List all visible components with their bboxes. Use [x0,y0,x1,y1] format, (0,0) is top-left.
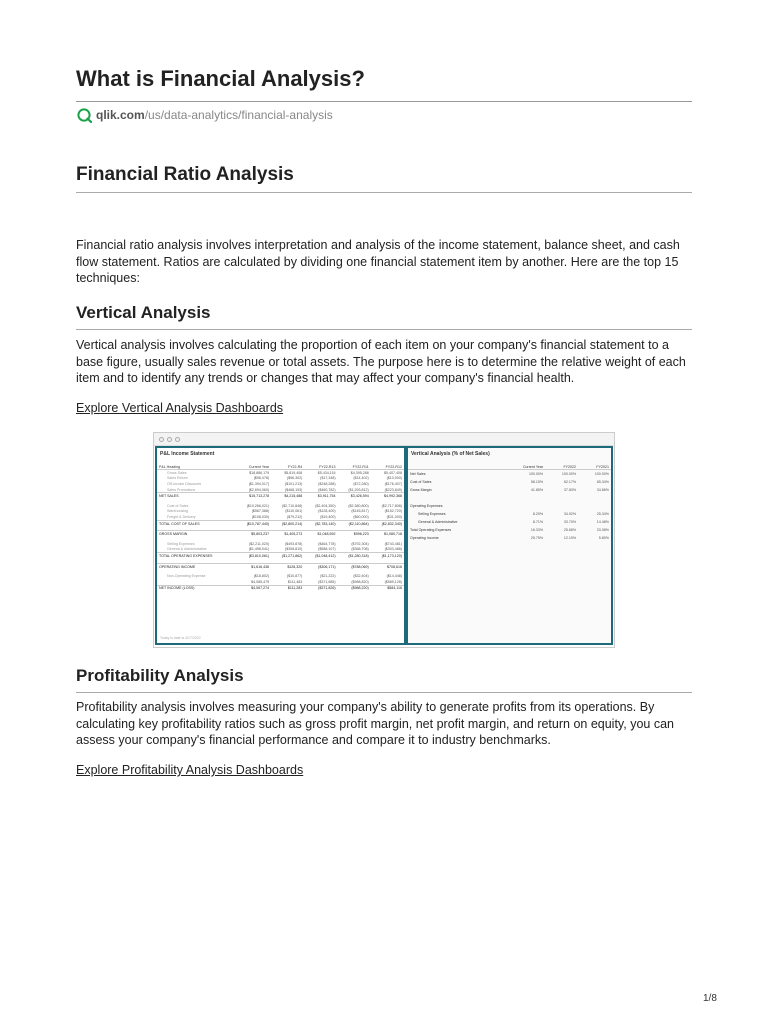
vertical-dashboards-link[interactable]: Explore Vertical Analysis Dashboards [76,401,284,415]
row-value: ($128,400) [318,509,336,514]
row-value: ($788,069) [338,563,371,569]
row-value: ($303,488) [384,547,402,552]
row-value: $708,616 [371,563,404,569]
row-value: 16.33% [530,528,544,532]
dashboard-footnote: Today is date is 4/17/2022 [160,636,201,640]
row-value: 25.68% [563,528,577,532]
row-value: ($31,000) [386,514,402,519]
table-row [408,510,611,518]
row-value: ($101,213) [284,481,303,486]
row-value: $15,713,278 [235,493,271,499]
dashboard-screenshot [153,432,615,648]
row-value: 100.00% [594,472,609,476]
row-value: 100.00% [528,472,544,476]
vertical-analysis-text: Vertical analysis involves calculating the proportion of each item on your company's financial statement to a base figure, usually sales revenue or total assets. The purpose here is to determine the relative weight of each item and to identify any trends or changes that may affect your company's financial health. [76,338,686,385]
profitability-dashboards-link[interactable]: Explore Profitability Analysis Dashboards [76,763,304,777]
row-label: Sales Return [167,476,188,481]
row-value: ($1,394,017) [248,481,270,486]
income-statement-table [157,459,404,591]
row-value: $4,067,274 [235,585,271,591]
row-value: ($10,787,440) [235,520,271,526]
row-value: ($32,404) [353,574,369,579]
row-value: ($2,832,340) [371,520,404,526]
row-value: ($1,271,862) [271,553,304,559]
row-label: Operating Expenses [410,504,443,508]
row-value: $5,407,408 [384,470,402,475]
row-value: ($18,802) [253,574,270,579]
row-label: GROSS MARGIN [157,531,235,537]
row-label: Net Sales [410,472,426,476]
row-value: ($2,211,020) [248,541,270,546]
column-header: FY22-R13 [304,459,337,470]
row-value: ($19,400) [320,514,336,519]
row-value: ($589,128) [384,579,402,584]
row-value: ($2,694,060) [248,487,270,492]
row-label: Non-Operating Expense [167,574,206,579]
row-value: ($21,222) [320,574,336,579]
row-value: ($468,193) [284,487,303,492]
table-row [408,486,611,494]
row-value: $1,048,592 [304,531,337,537]
source-path: /us/data-analytics/financial-analysis [144,108,333,122]
title-divider [76,101,692,102]
row-label: TOTAL COST OF SALES [157,520,235,526]
row-value: 14.48% [596,520,609,524]
row-value: 12.15% [563,536,577,540]
column-header: Current Year [501,459,545,470]
row-value: ($2,380,800) [348,503,369,508]
row-value: $18,886,179 [249,470,270,475]
row-label: Warehousing [167,509,189,514]
row-label: Freight & Delivery [167,514,196,519]
row-value: $1,616,436 [235,563,271,569]
row-value: ($1,048,412) [304,553,337,559]
vertical-analysis-table [408,459,611,542]
column-header: Current Year [235,459,271,470]
row-value: ($152,720) [384,509,402,514]
row-value: 65.34% [596,480,609,484]
row-label: General & Administrative [167,547,207,552]
row-value: ($988,820) [351,579,369,584]
row-value: ($2,717,808) [381,503,402,508]
row-value: ($3,810,061) [235,553,271,559]
row-value: ($460,782) [318,487,336,492]
row-value: 37.83% [563,488,577,492]
row-value: 8.71% [532,520,544,524]
row-value: ($1,498,041) [248,547,270,552]
column-header: FY22-R11 [338,459,371,470]
row-value [545,502,578,510]
row-label: Cost of Sales [167,503,189,508]
row-value: ($1,293,812) [348,487,369,492]
column-header [408,459,501,470]
row-value: ($110,061) [285,509,303,514]
table-row [408,534,611,542]
row-value: ($79,212) [286,514,303,519]
row-value [501,502,545,510]
income-statement-title: P&L Income Statement [160,451,215,457]
income-statement-panel [155,446,406,645]
window-chrome [154,433,614,446]
row-value: ($96,478) [253,476,270,481]
section-title: Financial Ratio Analysis [76,164,294,185]
row-label: Gross Sales [167,470,187,475]
row-value [578,494,611,502]
row-value: 34.92% [563,512,577,516]
row-value: ($2,783,140) [304,520,337,526]
row-value: $111,283 [271,585,304,591]
row-value: ($308,810) [284,547,303,552]
row-value: ($371,685) [318,579,336,584]
row-value: 25.34% [596,512,609,516]
section-divider [76,192,692,193]
row-value: ($2,800,214) [271,520,304,526]
row-value: ($988,220) [338,585,371,591]
column-header: FY22-R12 [371,459,404,470]
row-value: $111,483 [287,579,303,584]
row-value [545,494,578,502]
row-value: ($493,878) [284,541,303,546]
row-value: ($10,266,021) [246,503,270,508]
row-value: 41.85% [530,488,544,492]
vertical-analysis-heading: Vertical Analysis [76,303,211,322]
row-value: 33.08% [596,528,609,532]
row-value: ($1,280,318) [338,553,371,559]
source-line [76,106,333,124]
vertical-analysis-panel-title: Vertical Analysis (% of Net Sales) [411,451,490,457]
row-value: 58.15% [530,480,544,484]
profitability-analysis-text: Profitability analysis involves measuring your company's ability to generate profits from its operations. By calculating key profitability ratios such as gross profit margin, net profit margin, and return on equity, you can assess your company's financial performance and compare it to industry benchmarks. [76,700,674,747]
row-label: OPERATING INCOME [157,563,235,569]
row-value: ($56,302) [286,476,303,481]
row-value: ($14,402) [353,476,369,481]
row-value: $4,085,479 [251,579,270,584]
row-value: $1,080,718 [371,531,404,537]
row-value: $584,116 [371,585,404,591]
row-value: $4,992,368 [371,493,404,499]
row-value: ($223,849) [384,487,402,492]
table-row [408,518,611,526]
row-value [501,494,545,502]
row-value: 25.75% [530,536,544,540]
row-value: $5,434,116 [317,470,336,475]
row-value: ($176,407) [384,481,402,486]
row-value: ($248,288) [318,481,336,486]
column-header: FY22-R4 [271,459,304,470]
row-value: $5,819,408 [284,470,303,475]
row-label: Selling Expenses [418,512,446,516]
row-value: ($2,404,350) [315,503,336,508]
row-value: 5.80% [598,536,609,540]
row-value: ($2,710,848) [281,503,303,508]
row-value: ($10,000) [386,476,402,481]
source-domain: qlik.com [96,108,145,122]
row-value: ($743,481) [384,541,402,546]
row-label: Total Operating Expenses [410,528,452,532]
row-value: $996,223 [338,531,371,537]
page-number: 1/8 [703,993,717,1004]
table-row [408,478,611,486]
row-label: Operating Income [410,536,439,540]
row-value: $4,395,288 [350,470,369,475]
row-label: NET INCOME (LOSS) [157,585,235,591]
vertical-analysis-panel [406,446,613,645]
row-value: ($2,110,864) [338,520,371,526]
vertical-divider [76,329,692,330]
row-value: ($792,304) [351,541,369,546]
row-label: Selling Expenses [167,541,195,546]
row-value: ($306,171) [304,563,337,569]
row-value: $3,426,594 [338,493,371,499]
row-value: $4,215,488 [271,493,304,499]
row-value: ($368,708) [351,547,369,552]
row-value: 100.00% [561,472,577,476]
table-row [408,494,611,502]
table-row [408,526,611,534]
profitability-analysis-heading: Profitability Analysis [76,666,244,685]
row-value [578,502,611,510]
row-label: Sales Promotions [167,487,196,492]
row-value: ($14,448) [386,574,402,579]
column-header: FY2021 [578,459,611,470]
page-title: What is Financial Analysis? [76,66,365,91]
row-label: Cost of Sales [410,480,432,484]
qlik-logo-icon [76,107,92,123]
row-value: ($145,817) [351,509,369,514]
row-value: $5,803,237 [235,531,271,537]
table-row [408,502,611,510]
row-value: ($60,000) [353,514,369,519]
section-intro: Financial ratio analysis involves interpretation and analysis of the income statement, balance sheet, and cash flow statement. Ratios are calculated by dividing one financial statement item by another. Here are the top 15 techniques: [76,238,680,285]
row-value: ($1,173,120) [371,553,404,559]
row-label: Off-Invoice Discounts [167,481,202,486]
row-label [408,494,501,502]
row-value: 33.70% [563,520,577,524]
column-header: FY2022 [545,459,578,470]
table-row [157,585,404,591]
row-value: ($108,030) [251,514,270,519]
row-label: General & Administrative [418,520,458,524]
row-value: ($17,348) [320,476,336,481]
row-label: NET SALES [157,493,235,499]
profitability-divider [76,692,692,693]
row-value: 34.66% [596,488,609,492]
table-row [408,470,611,479]
row-label: Gross Margin [410,488,432,492]
row-value: 62.17% [563,480,577,484]
row-value: ($588,107) [318,547,336,552]
row-value: $128,320 [271,563,304,569]
row-value: ($371,826) [304,585,337,591]
row-value: ($10,877) [286,574,303,579]
row-value: $3,911,754 [304,493,337,499]
row-value: ($464,778) [318,541,336,546]
row-value: ($567,388) [251,509,270,514]
row-label: TOTAL OPERATING EXPENSES [157,553,235,559]
row-value: 8.29% [532,512,544,516]
row-value: ($72,280) [353,481,369,486]
row-value: $1,405,273 [271,531,304,537]
column-header: P&L Heading [157,459,235,470]
